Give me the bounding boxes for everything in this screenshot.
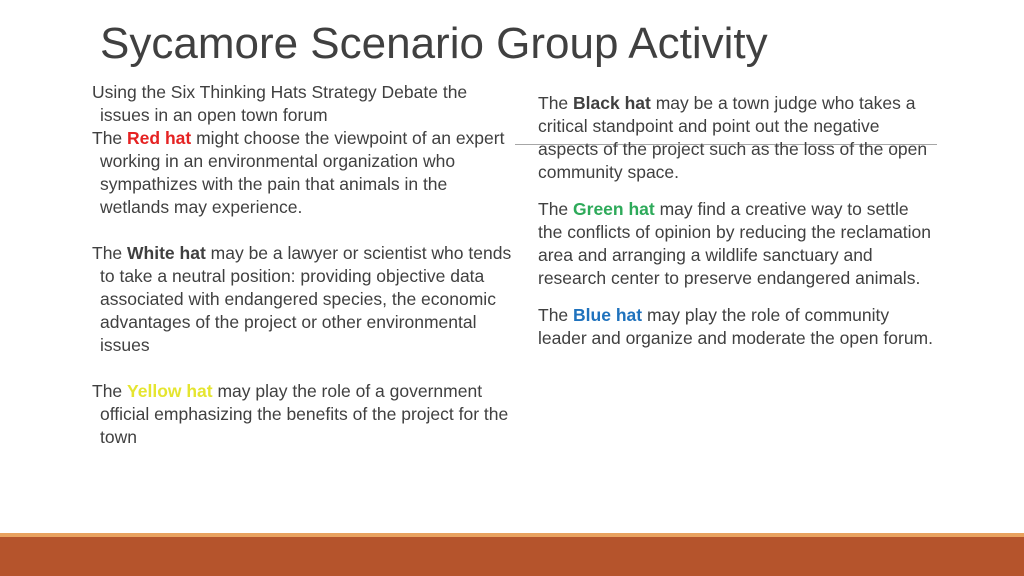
green-hat-paragraph bbox=[538, 198, 936, 290]
intro-paragraph: Using the Six Thinking Hats Strategy Debate the issues in an open town forum bbox=[92, 82, 468, 125]
black-hat-text: may be a town judge who takes a critical standpoint and point out the negative aspects of the project such as the loss of the open community space. bbox=[538, 93, 928, 182]
green-hat-label: Green hat bbox=[573, 199, 655, 219]
black-hat-paragraph bbox=[538, 92, 936, 184]
red-hat-prefix: The bbox=[92, 128, 128, 148]
white-hat-text: may be a lawyer or scientist who tends to take a neutral position: providing objective data associated with endangered species, the economic advantages of the project or other environmental issues bbox=[100, 243, 512, 355]
yellow-hat-text: may play the role of a government official emphasizing the benefits of the project for the town bbox=[100, 381, 509, 447]
footer-bar bbox=[0, 537, 1024, 576]
green-hat-text: may find a creative way to settle the conflicts of opinion by reducing the reclamation area and arranging a wildlife sanctuary and research center to preserve endangered animals. bbox=[538, 199, 932, 288]
blue-hat-label: Blue hat bbox=[573, 305, 643, 325]
yellow-hat-prefix: The bbox=[92, 381, 128, 401]
yellow-hat-label: Yellow hat bbox=[127, 381, 213, 401]
white-hat-label: White hat bbox=[127, 243, 206, 263]
red-hat-paragraph bbox=[92, 127, 514, 219]
left-column bbox=[92, 81, 514, 449]
red-hat-label: Red hat bbox=[127, 128, 192, 148]
yellow-hat-paragraph bbox=[92, 380, 514, 449]
green-hat-prefix: The bbox=[538, 199, 574, 219]
slide-title: Sycamore Scenario Group Activity bbox=[100, 19, 768, 68]
blue-hat-text: may play the role of community leader and organize and moderate the open forum. bbox=[538, 305, 933, 348]
black-hat-prefix: The bbox=[538, 93, 574, 113]
black-hat-label: Black hat bbox=[573, 93, 651, 113]
right-column bbox=[538, 92, 936, 350]
white-hat-paragraph bbox=[92, 242, 514, 357]
blue-hat-prefix: The bbox=[538, 305, 574, 325]
red-hat-text: might choose the viewpoint of an expert working in an environmental organization who sympathizes with the pain that animals in the wetlands may experience. bbox=[100, 128, 505, 217]
white-hat-prefix: The bbox=[92, 243, 128, 263]
blue-hat-paragraph bbox=[538, 304, 936, 350]
